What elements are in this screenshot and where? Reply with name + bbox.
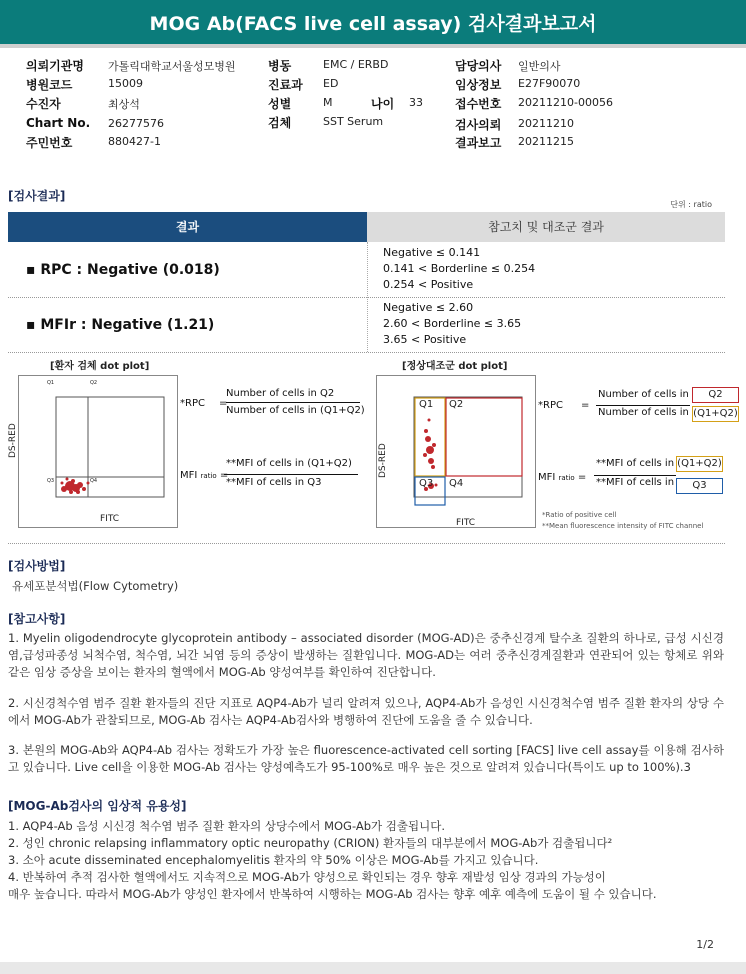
info-value: SST Serum	[323, 115, 384, 128]
age-label: 나이	[371, 97, 395, 111]
footnote-mfi: **Mean fluorescence intensity of FITC channel	[542, 522, 704, 530]
info-label: 의뢰기관명	[26, 59, 84, 73]
info-value: 26277576	[108, 117, 164, 130]
info-label: 주민번호	[26, 136, 73, 150]
info-label: 수진자	[26, 97, 61, 111]
control-plot-title: [정상대조군 dot plot]	[402, 361, 508, 372]
q3-label: Q3	[47, 478, 55, 484]
unit-label: 단위 : ratio	[670, 200, 712, 209]
q4-label: Q4	[90, 478, 98, 484]
q1q2-box: (Q1+Q2)	[676, 456, 723, 472]
q3-box: Q3	[676, 478, 723, 494]
info-value: E27F90070	[518, 77, 581, 90]
result-rpc: ▪ RPC : Negative (0.018)	[26, 262, 220, 278]
info-value: 880427-1	[108, 135, 161, 148]
ref-mfir	[383, 300, 521, 348]
info-value: 일반의사	[518, 60, 561, 73]
mfi-numerator: **MFI of cells in	[596, 458, 675, 469]
ref-line: 0.141 < Borderline ≤ 0.254	[383, 262, 536, 275]
info-label: 담당의사	[455, 59, 502, 73]
patient-plot-title: [환자 검체 dot plot]	[50, 361, 150, 372]
results-header-right: 참고치 및 대조군 결과	[367, 212, 725, 242]
ref-paragraph: 1. Myelin oligodendrocyte glycoprotein antibody – associated disorder (MOG-AD)은 중추신경계 탈수초 질환의 하나로, 급성 시신경염,급성파종성 뇌척수염, 척수염, 뇌간 뇌염 등의 증상이 발생하는 질환입니다. MOG-AD는 여러 중추신경계질환과 연관되어 있는 항체로 위와 같은 임상 증상을 보이는 환자의 혈액에서 MOG-Ab 양성여부를 확인하여 진단합니다.	[8, 631, 724, 679]
info-label: 병원코드	[26, 78, 73, 92]
results-header-left: 결과	[8, 212, 367, 242]
fraction-line	[226, 402, 360, 403]
utility-list	[8, 818, 724, 903]
rpc-label: *RPC	[180, 398, 205, 409]
info-label: 검체	[268, 116, 292, 130]
rpc-numerator: Number of cells in	[598, 389, 689, 400]
page-number: 1/2	[696, 938, 714, 951]
ref-section-title: [참고사항]	[8, 612, 66, 626]
equals-sign: =	[581, 400, 590, 411]
info-value: 가톨릭대학교서울성모병원	[108, 60, 236, 73]
ref-paragraph: 2. 시신경척수염 범주 질환 환자들의 진단 지표로 AQP4-Ab가 널리 알려져 있으나, AQP4-Ab가 음성인 시신경척수염 범주 질환 환자의 상당 수에서 MOG-Ab가 관찰되므로, MOG-Ab 검사는 AQP4-Ab검사와 병행하여 진단에 도움을 줄 수 있습니다.	[8, 696, 724, 727]
rpc-denominator: Number of cells in (Q1+Q2)	[226, 405, 365, 416]
rpc-numerator: Number of cells in Q2	[226, 388, 335, 399]
mfi-denominator: **MFI of cells in Q3	[226, 477, 322, 488]
column-divider	[367, 242, 368, 352]
list-item: 매우 높습니다. 따라서 MOG-Ab가 양성인 환자에서 반복하여 시행하는 MOG-Ab 검사는 향후 예후 예측에 도움이 될 수 있습니다.	[8, 887, 657, 901]
info-label: 검사의뢰	[455, 118, 502, 132]
info-label: 진료과	[268, 78, 303, 92]
fraction-line	[596, 405, 690, 406]
row-divider	[8, 352, 725, 353]
fraction-line	[594, 475, 676, 476]
mfi-text: MFI	[538, 472, 556, 483]
list-item: 4. 반복하여 추적 검사한 혈액에서도 지속적으로 MOG-Ab가 양성으로 확인되는 경우 향후 재발성 임상 경과의 가능성이	[8, 870, 606, 884]
q1-label: Q1	[419, 399, 434, 410]
q1q2-box: (Q1+Q2)	[692, 406, 739, 422]
utility-section-title: [MOG-Ab검사의 임상적 유용성]	[8, 799, 187, 813]
equals-sign: =	[219, 398, 228, 409]
result-mfir: ▪ MFIr : Negative (1.21)	[26, 317, 215, 333]
q4-label: Q4	[449, 478, 464, 489]
fraction-line	[224, 474, 358, 475]
info-value: 20211210-00056	[518, 96, 613, 109]
list-item: 1. AQP4-Ab 음성 시신경 척수염 범주 질환 환자의 상당수에서 MOG-Ab가 검출됩니다.	[8, 819, 445, 833]
mfi-subscript: ratio	[200, 472, 217, 480]
info-label: 병동	[268, 59, 292, 73]
info-value: ED	[323, 77, 339, 90]
info-label: 성별	[268, 97, 292, 111]
rpc-denominator: Number of cells in	[598, 407, 689, 418]
ref-rpc	[383, 245, 535, 293]
info-value: 최상석	[108, 98, 140, 111]
patient-dot-plot	[18, 375, 178, 528]
mfi-label: MFI ratio =	[538, 472, 587, 483]
mfi-subscript: ratio	[558, 474, 575, 482]
q2-label: Q2	[90, 380, 98, 386]
info-label: 임상정보	[455, 78, 502, 92]
info-value: 20211210	[518, 117, 574, 130]
method-section-title: [검사방법]	[8, 559, 66, 573]
mfi-numerator: **MFI of cells in (Q1+Q2)	[226, 458, 352, 469]
info-value: EMC / ERBD	[323, 58, 389, 71]
q2-box: Q2	[692, 387, 739, 403]
footer-bar	[0, 962, 746, 974]
age-value: 33	[409, 96, 423, 109]
rpc-label: *RPC	[538, 400, 563, 411]
x-axis-label: FITC	[100, 514, 120, 524]
ref-line: Negative ≤ 2.60	[383, 301, 474, 314]
results-section-title: [검사결과]	[8, 189, 66, 203]
ref-line: 2.60 < Borderline ≤ 3.65	[383, 317, 522, 330]
section-divider	[8, 543, 725, 544]
list-item: 2. 성인 chronic relapsing inflammatory optic neuropathy (CRION) 환자들의 대부분에서 MOG-Ab가 검출됩니다²	[8, 836, 613, 850]
info-label: 결과보고	[455, 136, 502, 150]
method-text: 유세포분석법(Flow Cytometry)	[12, 579, 179, 593]
x-axis-label: FITC	[456, 518, 476, 528]
ref-paragraph: 3. 본원의 MOG-Ab와 AQP4-Ab 검사는 정확도가 가장 높은 fluorescence-activated cell sorting [FACS] live cell assay를 이용해 검사하고 있습니다. Live cell을 이용한 MOG-Ab 검사는 양성예측도가 95-100%로 매우 높은 것으로 알려져 있습니다(특이도 up to 100%).3	[8, 743, 724, 774]
info-value: 15009	[108, 77, 143, 90]
info-label: Chart No.	[26, 116, 91, 130]
list-item: 3. 소아 acute disseminated encephalomyelitis 환자의 약 50% 이상은 MOG-Ab를 가지고 있습니다.	[8, 853, 539, 867]
info-value: 20211215	[518, 135, 574, 148]
report-title: MOG Ab(FACS live cell assay) 검사결과보고서	[0, 0, 746, 48]
ref-line: 3.65 < Positive	[383, 333, 467, 346]
y-axis-label: DS-RED	[378, 443, 388, 478]
mfi-text: MFI	[180, 470, 198, 481]
y-axis-label: DS-RED	[8, 423, 18, 458]
info-label: 접수번호	[455, 97, 502, 111]
q3-label: Q3	[419, 478, 434, 489]
mfi-label: MFI ratio =	[180, 470, 229, 481]
ref-line: Negative ≤ 0.141	[383, 246, 481, 259]
control-dot-plot	[376, 375, 536, 528]
mfi-denominator: **MFI of cells in	[596, 477, 675, 488]
ref-line: 0.254 < Positive	[383, 278, 474, 291]
q2-label: Q2	[449, 399, 464, 410]
info-value: M	[323, 96, 333, 109]
q1-label: Q1	[47, 380, 55, 386]
footnote-ratio: *Ratio of positive cell	[542, 511, 617, 519]
